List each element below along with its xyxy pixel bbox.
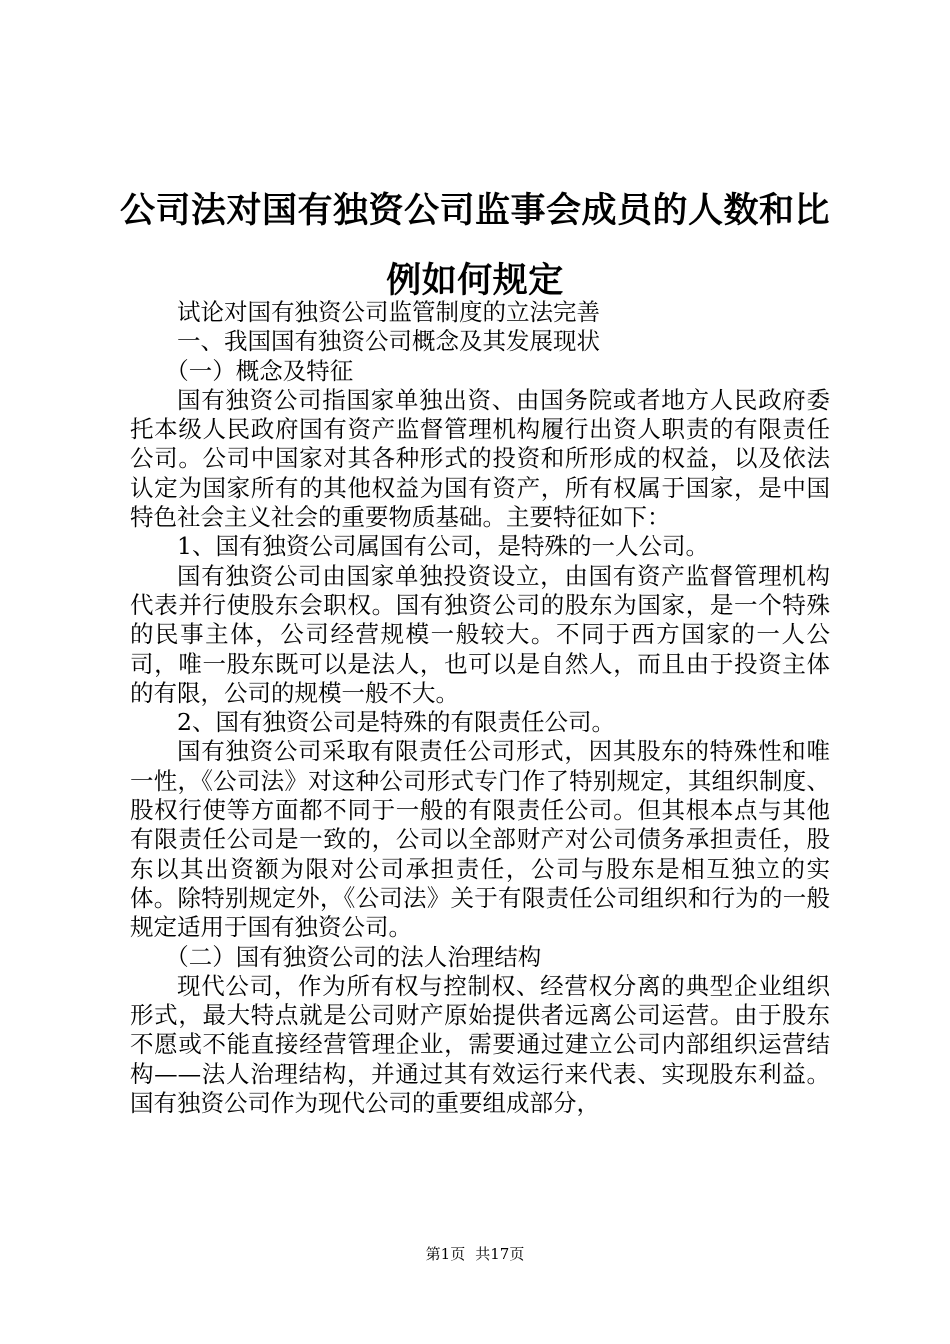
total-pages: 17 [490,1245,510,1263]
body-paragraph: 国有独资公司指国家单独出资、由国务院或者地方人民政府委托本级人民政府国有资产监督管理机构履行出资人职责的有限责任公司。公司中国家对其各种形式的投资和所形成的权益，以及依法认定为国家所有的其他权益为国有资产，所有权属于国家，是中国特色社会主义社会的重要物质基础。主要特征如下： [130,385,830,532]
subsection-heading-2: （二）国有独资公司的法人治理结构 [165,942,542,971]
body-paragraph: 国有独资公司由国家单独投资设立，由国有资产监督管理机构代表并行使股东会职权。国有独资公司的股东为国家，是一个特殊的民事主体，公司经营规模一般较大。不同于西方国家的一人公司，唯一股东既可以是法人，也可以是自然人，而且由于投资主体的有限，公司的规模一般不大。 [130,561,830,707]
document-body [130,298,830,1118]
total-label: 共 [475,1245,491,1263]
page-unit: 页 [450,1245,466,1263]
body-paragraph: 国有独资公司采取有限责任公司形式，因其股东的特殊性和唯一性，《公司法》对这种公司形式专门作了特别规定，其组织制度、股权行使等方面都不同于一般的有限责任公司。但其根本点与其他有限责任公司是一致的，公司以全部财产对公司债务承担责任，股东以其出资额为限对公司承担责任，公司与股东是相互独立的实体。除特别规定外，《公司法》关于有限责任公司组织和行为的一般规定适用于国有独资公司。 [130,737,830,942]
item-heading-1: 1、国有独资公司属国有公司，是特殊的一人公司。 [177,532,709,561]
total-unit: 页 [509,1245,525,1263]
item-heading-2: 2、国有独资公司是特殊的有限责任公司。 [177,708,615,737]
paragraph-subtitle: 试论对国有独资公司监管制度的立法完善 [177,298,600,326]
section-heading-1: 一、我国国有独资公司概念及其发展现状 [177,327,600,356]
body-paragraph: 现代公司，作为所有权与控制权、经营权分离的典型企业组织形式，最大特点就是公司财产原始提供者远离公司运营。由于股东不愿或不能直接经营管理企业，需要通过建立公司内部组织运营结构——法人治理结构，并通过其有效运行来代表、实现股东利益。国有独资公司作为现代公司的重要组成部分， [130,971,830,1118]
page-label: 第 [425,1245,441,1263]
page-number: 1 [440,1245,451,1263]
subsection-heading-1: （一）概念及特征 [165,356,354,385]
page-footer [0,1244,950,1264]
document-title: 公司法对国有独资公司监事会成员的人数和比例如何规定 [120,191,831,301]
